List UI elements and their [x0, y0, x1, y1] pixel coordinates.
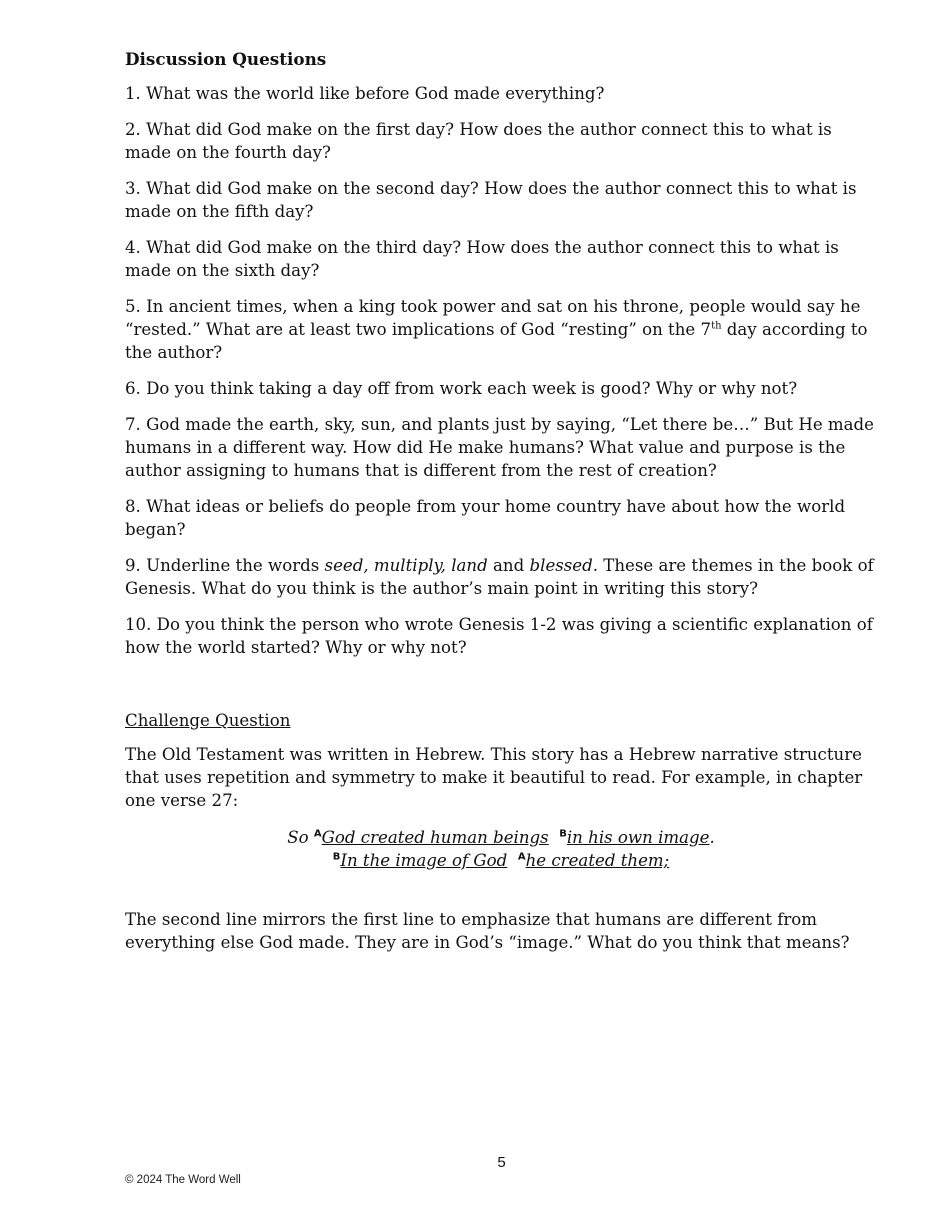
- page-number: 5: [497, 1154, 506, 1171]
- verse-part-b-2: In the image of God: [340, 851, 508, 870]
- question-9-theme-words: seed, multiply, land: [324, 556, 488, 575]
- question-9-text: 9. Underline the words: [125, 556, 325, 575]
- question-10: 10. Do you think the person who wrote Genesis 1-2 was giving a scientific explanation of how the world started? Why or why not?: [125, 615, 873, 657]
- challenge-conclusion: The second line mirrors the first line to emphasize that humans are different from everything else God made. They are in God’s “image.” What do you think that means?: [125, 910, 850, 952]
- verse-line-2: [125, 849, 877, 872]
- challenge-intro: The Old Testament was written in Hebrew. This story has a Hebrew narrative structure that uses repetition and symmetry to make it beautiful to read. For example, in chapter one verse 27:: [125, 745, 863, 810]
- question-2: 2. What did God make on the first day? How does the author connect this to what is made on the fourth day?: [125, 120, 832, 162]
- question-6: 6. Do you think taking a day off from work each week is good? Why or why not?: [125, 379, 798, 398]
- verse-marker-a: A: [313, 828, 322, 840]
- verse-part-b: in his own image: [566, 828, 710, 847]
- discussion-heading: Discussion Questions: [125, 49, 327, 69]
- copyright-footer: © 2024 The Word Well: [125, 1174, 241, 1186]
- question-7: 7. God made the earth, sky, sun, and plants just by saying, “Let there be…” But He made humans in a different way. How did He make humans? What value and purpose is the author assigning to humans that is different from the rest of creation?: [125, 415, 875, 480]
- page-content: [125, 48, 877, 964]
- question-3: 3. What did God make on the second day? How does the author connect this to what is made on the fifth day?: [125, 179, 857, 221]
- question-5-text-end: day according to the author?: [125, 320, 868, 362]
- question-9-text-end: These are themes in the book of Genesis. What do you think is the author’s main point in writing this story?: [125, 556, 874, 598]
- verse-line-1: [125, 826, 877, 849]
- question-4: 4. What did God make on the third day? How does the author connect this to what is made on the sixth day?: [125, 238, 839, 280]
- challenge-heading: Challenge Question: [125, 711, 291, 730]
- verse-so: So: [287, 828, 314, 847]
- question-9: [125, 554, 877, 600]
- question-1: 1. What was the world like before God made everything?: [125, 84, 605, 103]
- verse-part-a-2: he created them;: [525, 851, 670, 870]
- verse-part-a: God created human beings: [321, 828, 549, 847]
- verse-block: [125, 826, 877, 872]
- verse-end: .: [709, 828, 715, 847]
- question-5: [125, 295, 877, 364]
- question-5-text: 5. In ancient times, when a king took power and sat on his throne, people would say he “rested.” What are at least two implications of God “resting” on the 7: [125, 297, 861, 339]
- verse-marker-b: B: [559, 828, 567, 840]
- question-8: 8. What ideas or beliefs do people from your home country have about how the world began?: [125, 497, 846, 539]
- question-9-text-and: and: [487, 556, 530, 575]
- question-5-superscript: th: [711, 320, 722, 332]
- verse-marker-a-2: A: [517, 851, 526, 863]
- verse-marker-b-2: B: [332, 851, 341, 863]
- question-9-theme-blessed: blessed.: [529, 556, 599, 575]
